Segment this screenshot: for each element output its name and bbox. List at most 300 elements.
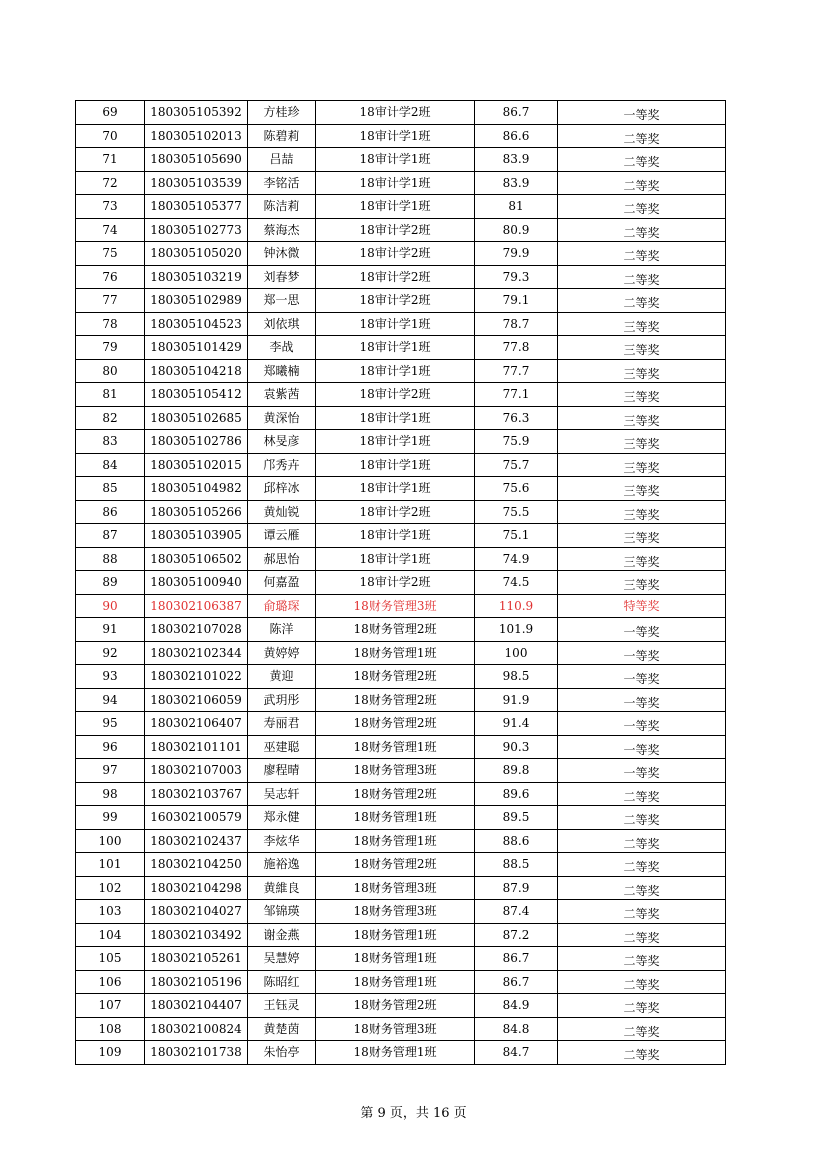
- student-name-cell: 方桂珍: [248, 101, 316, 125]
- student-name-cell: 黄維良: [248, 876, 316, 900]
- student-name-cell: 陈洋: [248, 618, 316, 642]
- row-number-cell: 91: [76, 618, 145, 642]
- award-cell: [558, 359, 726, 383]
- award-cell: [558, 641, 726, 665]
- student-name-cell: 黄灿锐: [248, 500, 316, 524]
- award-cell: [558, 406, 726, 430]
- table-row: [76, 406, 726, 430]
- score-cell: 86.7: [475, 970, 558, 994]
- score-cell: 87.4: [475, 900, 558, 924]
- row-number-cell: 77: [76, 289, 145, 313]
- award-cell: [558, 124, 726, 148]
- table-body: [76, 101, 726, 1065]
- award-label: 二等奖: [623, 272, 660, 287]
- student-id-cell: 180302101738: [145, 1041, 248, 1065]
- table-row: [76, 359, 726, 383]
- class-cell: 18财务管理3班: [316, 900, 475, 924]
- award-cell: [558, 900, 726, 924]
- score-cell: 89.5: [475, 806, 558, 830]
- student-name-cell: 黄婷婷: [248, 641, 316, 665]
- award-label: 二等奖: [623, 977, 660, 992]
- class-cell: 18财务管理2班: [316, 618, 475, 642]
- table-row: [76, 124, 726, 148]
- table-row: [76, 876, 726, 900]
- row-number-cell: 79: [76, 336, 145, 360]
- student-name-cell: 蔡海杰: [248, 218, 316, 242]
- class-cell: 18财务管理1班: [316, 735, 475, 759]
- row-number-cell: 103: [76, 900, 145, 924]
- award-label: 二等奖: [623, 1024, 660, 1039]
- table-row: [76, 829, 726, 853]
- student-id-cell: 180305105020: [145, 242, 248, 266]
- student-name-cell: 邱梓冰: [248, 477, 316, 501]
- student-id-cell: 180302107003: [145, 759, 248, 783]
- award-label: 二等奖: [623, 789, 660, 804]
- award-label: 二等奖: [623, 225, 660, 240]
- student-name-cell: 黄楚茵: [248, 1017, 316, 1041]
- student-id-cell: 180305104982: [145, 477, 248, 501]
- student-id-cell: 180302107028: [145, 618, 248, 642]
- class-cell: 18审计学2班: [316, 242, 475, 266]
- class-cell: 18财务管理1班: [316, 947, 475, 971]
- student-id-cell: 180305105377: [145, 195, 248, 219]
- student-name-cell: 武玥彤: [248, 688, 316, 712]
- student-id-cell: 180302106407: [145, 712, 248, 736]
- score-cell: 79.9: [475, 242, 558, 266]
- row-number-cell: 76: [76, 265, 145, 289]
- class-cell: 18财务管理2班: [316, 665, 475, 689]
- student-id-cell: 180305104523: [145, 312, 248, 336]
- student-id-cell: 180302104027: [145, 900, 248, 924]
- row-number-cell: 97: [76, 759, 145, 783]
- student-name-cell: 林旻彦: [248, 430, 316, 454]
- student-name-cell: 郑曦楠: [248, 359, 316, 383]
- row-number-cell: 74: [76, 218, 145, 242]
- award-label: 二等奖: [623, 178, 660, 193]
- score-cell: 87.9: [475, 876, 558, 900]
- award-label: 二等奖: [623, 930, 660, 945]
- student-id-cell: 180302102437: [145, 829, 248, 853]
- award-label: 三等奖: [623, 437, 660, 452]
- class-cell: 18财务管理1班: [316, 641, 475, 665]
- row-number-cell: 90: [76, 594, 145, 618]
- award-cell: [558, 618, 726, 642]
- class-cell: 18审计学1班: [316, 336, 475, 360]
- award-label: 二等奖: [623, 836, 660, 851]
- score-cell: 88.6: [475, 829, 558, 853]
- award-cell: [558, 712, 726, 736]
- student-name-cell: 施裕逸: [248, 853, 316, 877]
- award-cell: [558, 148, 726, 172]
- class-cell: 18财务管理2班: [316, 712, 475, 736]
- award-label: 二等奖: [623, 155, 660, 170]
- class-cell: 18财务管理2班: [316, 688, 475, 712]
- student-name-cell: 钟沐微: [248, 242, 316, 266]
- class-cell: 18审计学2班: [316, 500, 475, 524]
- student-name-cell: 李战: [248, 336, 316, 360]
- award-cell: [558, 1041, 726, 1065]
- award-label: 一等奖: [623, 695, 660, 710]
- score-cell: 83.9: [475, 171, 558, 195]
- table-row: [76, 759, 726, 783]
- score-cell: 76.3: [475, 406, 558, 430]
- class-cell: 18财务管理2班: [316, 853, 475, 877]
- award-label: 三等奖: [623, 578, 660, 593]
- table-row: [76, 782, 726, 806]
- student-name-cell: 俞璐琛: [248, 594, 316, 618]
- student-id-cell: 180302104407: [145, 994, 248, 1018]
- table-row: [76, 641, 726, 665]
- class-cell: 18财务管理1班: [316, 923, 475, 947]
- award-label: 二等奖: [623, 1048, 660, 1063]
- score-cell: 75.7: [475, 453, 558, 477]
- table-row: [76, 430, 726, 454]
- score-cell: 77.1: [475, 383, 558, 407]
- row-number-cell: 84: [76, 453, 145, 477]
- score-cell: 90.3: [475, 735, 558, 759]
- class-cell: 18审计学2班: [316, 383, 475, 407]
- score-cell: 84.9: [475, 994, 558, 1018]
- student-name-cell: 吕喆: [248, 148, 316, 172]
- score-cell: 74.5: [475, 571, 558, 595]
- score-cell: 89.8: [475, 759, 558, 783]
- table-row: [76, 265, 726, 289]
- row-number-cell: 69: [76, 101, 145, 125]
- award-cell: [558, 970, 726, 994]
- table-row: [76, 900, 726, 924]
- award-label: 三等奖: [623, 319, 660, 334]
- award-cell: [558, 923, 726, 947]
- student-id-cell: 180302105261: [145, 947, 248, 971]
- student-id-cell: 180305102786: [145, 430, 248, 454]
- class-cell: 18审计学1班: [316, 547, 475, 571]
- award-cell: [558, 289, 726, 313]
- table-row: [76, 571, 726, 595]
- table-row: [76, 453, 726, 477]
- award-cell: [558, 735, 726, 759]
- award-cell: [558, 547, 726, 571]
- award-label: 二等奖: [623, 954, 660, 969]
- score-cell: 75.6: [475, 477, 558, 501]
- award-cell: [558, 336, 726, 360]
- award-label: 二等奖: [623, 860, 660, 875]
- student-id-cell: 180305102015: [145, 453, 248, 477]
- class-cell: 18审计学1班: [316, 312, 475, 336]
- row-number-cell: 78: [76, 312, 145, 336]
- award-cell: [558, 571, 726, 595]
- class-cell: 18审计学1班: [316, 124, 475, 148]
- row-number-cell: 86: [76, 500, 145, 524]
- award-label: 三等奖: [623, 343, 660, 358]
- row-number-cell: 75: [76, 242, 145, 266]
- award-cell: [558, 806, 726, 830]
- class-cell: 18审计学1班: [316, 148, 475, 172]
- score-cell: 86.7: [475, 947, 558, 971]
- award-label: 二等奖: [623, 813, 660, 828]
- award-label: 一等奖: [623, 719, 660, 734]
- student-id-cell: 180305102685: [145, 406, 248, 430]
- student-name-cell: 吴志轩: [248, 782, 316, 806]
- score-cell: 89.6: [475, 782, 558, 806]
- table-row: [76, 618, 726, 642]
- score-cell: 98.5: [475, 665, 558, 689]
- table-row: [76, 312, 726, 336]
- score-cell: 75.9: [475, 430, 558, 454]
- student-name-cell: 廖程晴: [248, 759, 316, 783]
- award-label: 一等奖: [623, 108, 660, 123]
- row-number-cell: 108: [76, 1017, 145, 1041]
- score-cell: 79.1: [475, 289, 558, 313]
- award-cell: [558, 430, 726, 454]
- student-name-cell: 吴慧婷: [248, 947, 316, 971]
- table-row: [76, 1017, 726, 1041]
- class-cell: 18财务管理3班: [316, 759, 475, 783]
- table-row: [76, 735, 726, 759]
- score-cell: 80.9: [475, 218, 558, 242]
- student-id-cell: 180302103767: [145, 782, 248, 806]
- class-cell: 18财务管理3班: [316, 876, 475, 900]
- row-number-cell: 72: [76, 171, 145, 195]
- table-row: [76, 594, 726, 618]
- student-id-cell: 180302106059: [145, 688, 248, 712]
- student-name-cell: 袁紫茜: [248, 383, 316, 407]
- row-number-cell: 87: [76, 524, 145, 548]
- class-cell: 18审计学2班: [316, 265, 475, 289]
- table-row: [76, 923, 726, 947]
- student-id-cell: 180305105412: [145, 383, 248, 407]
- student-name-cell: 刘春梦: [248, 265, 316, 289]
- row-number-cell: 88: [76, 547, 145, 571]
- award-cell: [558, 688, 726, 712]
- award-label: 三等奖: [623, 460, 660, 475]
- award-cell: 特等奖: [558, 594, 726, 618]
- student-id-cell: 180302101022: [145, 665, 248, 689]
- award-cell: [558, 782, 726, 806]
- class-cell: 18审计学1班: [316, 453, 475, 477]
- award-cell: [558, 853, 726, 877]
- page-footer: 第 9 页，共 16 页: [360, 1106, 467, 1121]
- award-cell: [558, 665, 726, 689]
- row-number-cell: 98: [76, 782, 145, 806]
- row-number-cell: 85: [76, 477, 145, 501]
- student-id-cell: 180302102344: [145, 641, 248, 665]
- table-row: [76, 688, 726, 712]
- award-cell: [558, 265, 726, 289]
- award-cell: [558, 101, 726, 125]
- class-cell: 18财务管理3班: [316, 1017, 475, 1041]
- score-cell: 75.1: [475, 524, 558, 548]
- award-cell: [558, 195, 726, 219]
- student-id-cell: 180302100824: [145, 1017, 248, 1041]
- row-number-cell: 93: [76, 665, 145, 689]
- row-number-cell: 83: [76, 430, 145, 454]
- row-number-cell: 71: [76, 148, 145, 172]
- award-label: 二等奖: [623, 296, 660, 311]
- award-label: 一等奖: [623, 648, 660, 663]
- class-cell: 18审计学1班: [316, 195, 475, 219]
- row-number-cell: 107: [76, 994, 145, 1018]
- class-cell: 18审计学1班: [316, 406, 475, 430]
- score-cell: 75.5: [475, 500, 558, 524]
- class-cell: 18财务管理3班: [316, 594, 475, 618]
- score-cell: 87.2: [475, 923, 558, 947]
- award-cell: [558, 218, 726, 242]
- award-label: 一等奖: [623, 742, 660, 757]
- student-name-cell: 李铭活: [248, 171, 316, 195]
- student-id-cell: 180305105266: [145, 500, 248, 524]
- class-cell: 18财务管理1班: [316, 970, 475, 994]
- table-row: [76, 547, 726, 571]
- student-name-cell: 谭云雁: [248, 524, 316, 548]
- row-number-cell: 100: [76, 829, 145, 853]
- score-cell: 86.6: [475, 124, 558, 148]
- class-cell: 18财务管理1班: [316, 806, 475, 830]
- student-name-cell: 李炫华: [248, 829, 316, 853]
- student-name-cell: 黄迎: [248, 665, 316, 689]
- table-row: [76, 195, 726, 219]
- score-cell: 86.7: [475, 101, 558, 125]
- table-row: [76, 970, 726, 994]
- score-cell: 74.9: [475, 547, 558, 571]
- student-name-cell: 黄深怡: [248, 406, 316, 430]
- row-number-cell: 82: [76, 406, 145, 430]
- award-cell: [558, 876, 726, 900]
- table-row: [76, 101, 726, 125]
- award-cell: [558, 242, 726, 266]
- class-cell: 18审计学1班: [316, 524, 475, 548]
- class-cell: 18审计学2班: [316, 218, 475, 242]
- award-label: 三等奖: [623, 531, 660, 546]
- class-cell: 18财务管理1班: [316, 1041, 475, 1065]
- student-name-cell: 陈昭红: [248, 970, 316, 994]
- score-cell: 84.8: [475, 1017, 558, 1041]
- table-row: [76, 665, 726, 689]
- row-number-cell: 105: [76, 947, 145, 971]
- score-cell: 100: [475, 641, 558, 665]
- student-id-cell: 180302105196: [145, 970, 248, 994]
- class-cell: 18审计学2班: [316, 101, 475, 125]
- row-number-cell: 70: [76, 124, 145, 148]
- award-cell: [558, 829, 726, 853]
- class-cell: 18审计学1班: [316, 359, 475, 383]
- table-row: [76, 994, 726, 1018]
- table-row: [76, 500, 726, 524]
- award-label: 二等奖: [623, 131, 660, 146]
- table-row: [76, 148, 726, 172]
- award-label: 二等奖: [623, 1001, 660, 1016]
- class-cell: 18财务管理2班: [316, 994, 475, 1018]
- class-cell: 18审计学2班: [316, 289, 475, 313]
- award-cell: [558, 383, 726, 407]
- row-number-cell: 106: [76, 970, 145, 994]
- row-number-cell: 89: [76, 571, 145, 595]
- table-row: [76, 524, 726, 548]
- row-number-cell: 81: [76, 383, 145, 407]
- class-cell: 18财务管理2班: [316, 782, 475, 806]
- class-cell: 18财务管理1班: [316, 829, 475, 853]
- award-label: 一等奖: [623, 625, 660, 640]
- award-label: 三等奖: [623, 366, 660, 381]
- student-name-cell: 刘依琪: [248, 312, 316, 336]
- student-name-cell: 郑永健: [248, 806, 316, 830]
- table-row: [76, 712, 726, 736]
- row-number-cell: 96: [76, 735, 145, 759]
- table-row: [76, 289, 726, 313]
- row-number-cell: 99: [76, 806, 145, 830]
- award-label: 二等奖: [623, 249, 660, 264]
- student-id-cell: 180305100940: [145, 571, 248, 595]
- student-id-cell: 180305104218: [145, 359, 248, 383]
- student-id-cell: 180302104250: [145, 853, 248, 877]
- row-number-cell: 109: [76, 1041, 145, 1065]
- row-number-cell: 102: [76, 876, 145, 900]
- award-cell: [558, 477, 726, 501]
- award-label: 一等奖: [623, 672, 660, 687]
- award-label: 二等奖: [623, 883, 660, 898]
- student-id-cell: 180302103492: [145, 923, 248, 947]
- award-cell: [558, 453, 726, 477]
- student-id-cell: 160302100579: [145, 806, 248, 830]
- row-number-cell: 92: [76, 641, 145, 665]
- student-name-cell: 陈碧莉: [248, 124, 316, 148]
- award-cell: [558, 524, 726, 548]
- score-cell: 84.7: [475, 1041, 558, 1065]
- row-number-cell: 94: [76, 688, 145, 712]
- score-cell: 88.5: [475, 853, 558, 877]
- student-name-cell: 朱怡亭: [248, 1041, 316, 1065]
- award-cell: [558, 1017, 726, 1041]
- student-id-cell: 180305103905: [145, 524, 248, 548]
- award-cell: [558, 759, 726, 783]
- score-cell: 77.8: [475, 336, 558, 360]
- table-row: [76, 477, 726, 501]
- table-row: [76, 218, 726, 242]
- student-name-cell: 郝思怡: [248, 547, 316, 571]
- student-name-cell: 邹锦瑛: [248, 900, 316, 924]
- awards-table: [75, 100, 726, 1065]
- table-row: [76, 171, 726, 195]
- class-cell: 18审计学1班: [316, 171, 475, 195]
- award-label: 二等奖: [623, 202, 660, 217]
- score-cell: 91.9: [475, 688, 558, 712]
- award-cell: [558, 500, 726, 524]
- student-name-cell: 王钰灵: [248, 994, 316, 1018]
- award-label: 一等奖: [623, 766, 660, 781]
- table-row: [76, 947, 726, 971]
- row-number-cell: 104: [76, 923, 145, 947]
- student-name-cell: 郑一思: [248, 289, 316, 313]
- row-number-cell: 95: [76, 712, 145, 736]
- award-cell: [558, 994, 726, 1018]
- award-label: 三等奖: [623, 507, 660, 522]
- award-label: 三等奖: [623, 484, 660, 499]
- award-label: 三等奖: [623, 413, 660, 428]
- student-id-cell: 180305105392: [145, 101, 248, 125]
- class-cell: 18审计学2班: [316, 571, 475, 595]
- score-cell: 101.9: [475, 618, 558, 642]
- table-row: [76, 1041, 726, 1065]
- student-id-cell: 180305102773: [145, 218, 248, 242]
- student-id-cell: 180305101429: [145, 336, 248, 360]
- student-id-cell: 180305102013: [145, 124, 248, 148]
- score-cell: 110.9: [475, 594, 558, 618]
- class-cell: 18审计学1班: [316, 477, 475, 501]
- award-cell: [558, 171, 726, 195]
- table-row: [76, 242, 726, 266]
- student-name-cell: 巫建聪: [248, 735, 316, 759]
- table-row: [76, 383, 726, 407]
- table-row: [76, 336, 726, 360]
